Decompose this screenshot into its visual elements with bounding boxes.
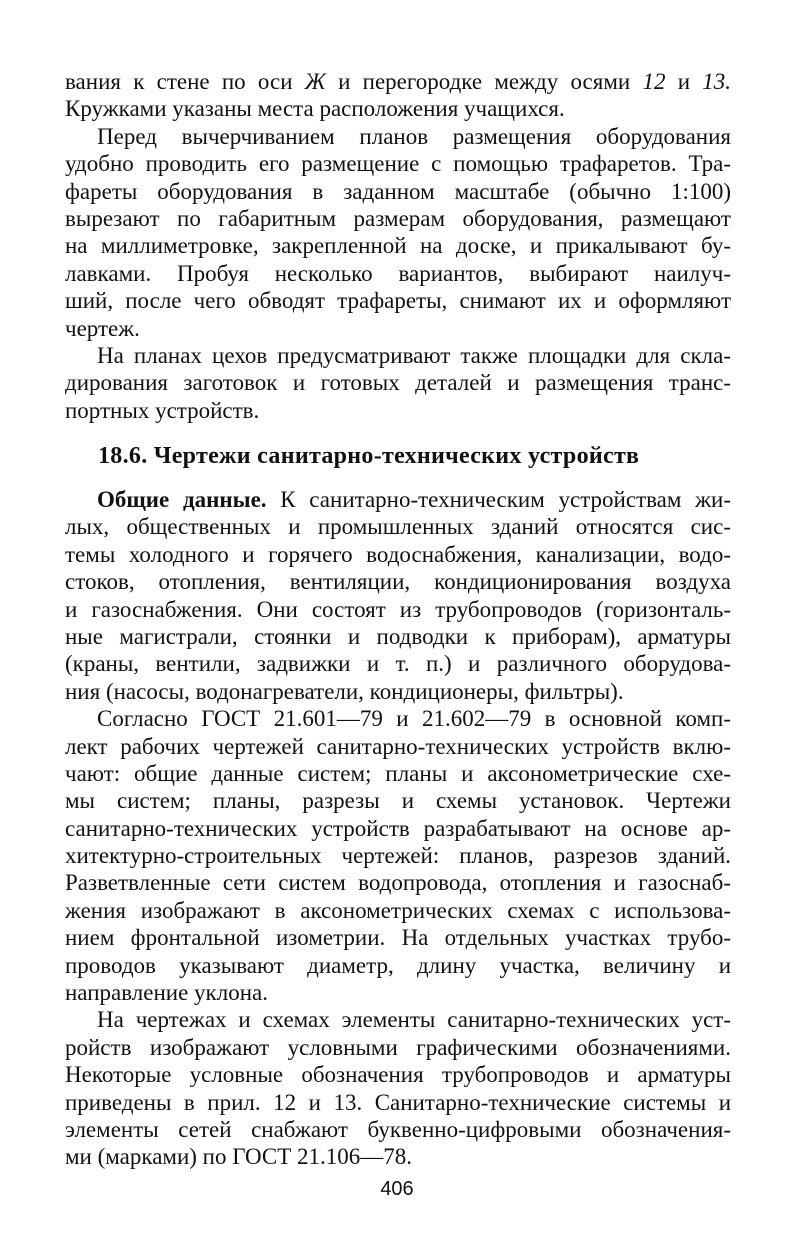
text-line: на миллиметровке, закрепленной на доске, и прикалывают бу- bbox=[65, 233, 731, 259]
text-line: На чертежах и схемах элементы санитарно-технических уст- bbox=[97, 1007, 731, 1033]
text-line: лект рабочих чертежей санитарно-технических устройств вклю- bbox=[65, 733, 731, 759]
text-line: дирования заготовок и готовых деталей и размещения транс- bbox=[65, 370, 731, 396]
text-line: ния (насосы, водонагреватели, кондиционеры, фильтры). bbox=[65, 678, 624, 704]
text-line: мы систем; планы, разрезы и схемы установок. Чертежи bbox=[65, 788, 731, 814]
text-line: темы холодного и горячего водоснабжения, канализации, водо- bbox=[65, 541, 731, 567]
text-line: фареты оборудования в заданном масштабе (обычно 1:100) bbox=[65, 178, 731, 204]
text-line: хитектурно-строительных чертежей: планов, разрезов зданий. bbox=[65, 843, 731, 869]
text-line: На планах цехов предусматривают также площадки для скла- bbox=[97, 342, 731, 368]
text-line: вания к стене по оси Ж и перегородке между осями 12 и 13. bbox=[65, 69, 731, 94]
text-line: направление уклона. bbox=[65, 980, 268, 1006]
text-line: элементы сетей снабжают буквенно-цифровыми обозначения- bbox=[65, 1116, 731, 1142]
text-line: лых, общественных и промышленных зданий относятся сис- bbox=[65, 514, 731, 540]
text-line: удобно проводить его размещение с помощью трафаретов. Тра- bbox=[65, 151, 731, 177]
page-number: 406 bbox=[380, 1178, 414, 1200]
text-line: Кружками указаны места расположения учащихся. bbox=[65, 96, 565, 122]
text-line: Разветвленные сети систем водопровода, отопления и газоснаб- bbox=[65, 870, 731, 896]
text-line: Некоторые условные обозначения трубопроводов и арматуры bbox=[65, 1062, 731, 1088]
text-line: стоков, отопления, вентиляции, кондиционирования воздуха bbox=[65, 569, 731, 595]
text-line: приведены в прил. 12 и 13. Санитарно-технические системы и bbox=[65, 1089, 731, 1115]
text-line: портных устройств. bbox=[65, 397, 260, 423]
line-text: К санитарно-техническим устройствам жи- bbox=[266, 487, 732, 512]
text-line: ные магистрали, стоянки и подводки к приборам), арматуры bbox=[65, 623, 731, 649]
text-line: ройств изображают условными графическими обозначениями. bbox=[65, 1034, 731, 1060]
text-line bbox=[65, 486, 731, 513]
text-line: вырезают по габаритным размерам оборудования, размещают bbox=[65, 205, 731, 231]
text-line: и газоснабжения. Они состоят из трубопроводов (горизонталь- bbox=[65, 596, 731, 622]
text-line: проводов указывают диаметр, длину участка, величину и bbox=[65, 952, 731, 978]
paragraph-block-main bbox=[65, 486, 731, 1171]
text-line: нием фронтальной изометрии. На отдельных участках трубо- bbox=[65, 925, 731, 951]
section-heading: 18.6. Чертежи санитарно-технических устройств bbox=[98, 443, 640, 469]
text-line: ший, после чего обводят трафареты, снимают их и оформляют bbox=[65, 288, 731, 314]
text-line: (краны, вентили, задвижки и т. п.) и различного оборудова- bbox=[65, 651, 731, 677]
text-line: лавками. Пробуя несколько вариантов, выбирают наилуч- bbox=[65, 260, 731, 286]
paragraph-block-top bbox=[65, 68, 731, 424]
text-line: жения изображают в аксонометрических схемах с использова- bbox=[65, 897, 731, 923]
lead-in-bold: Общие данные. bbox=[97, 487, 267, 512]
text-line: ми (марками) по ГОСТ 21.106—78. bbox=[65, 1144, 412, 1170]
text-line: чертеж. bbox=[65, 315, 140, 341]
text-line: Перед вычерчиванием планов размещения оборудования bbox=[97, 123, 731, 149]
text-line: чают: общие данные систем; планы и аксонометрические схе- bbox=[65, 760, 731, 786]
text-line: Согласно ГОСТ 21.601—79 и 21.602—79 в основной комп- bbox=[97, 706, 731, 732]
text-line: санитарно-технических устройств разрабатывают на основе ар- bbox=[65, 815, 731, 841]
